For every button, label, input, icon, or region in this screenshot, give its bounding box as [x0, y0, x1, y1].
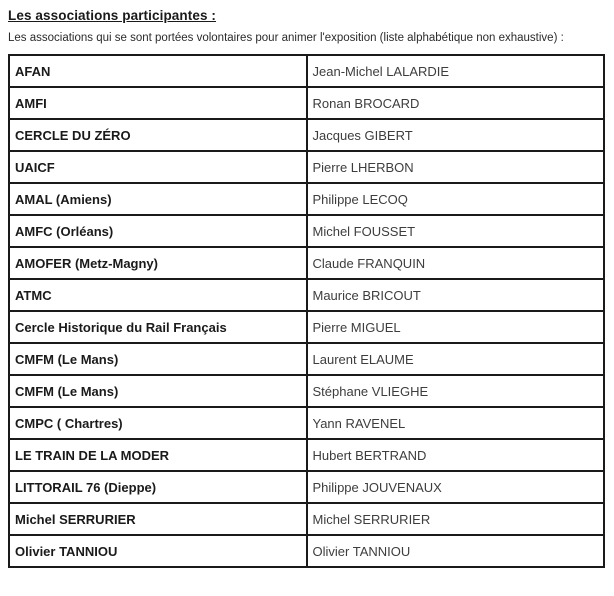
person-name-cell: Philippe LECOQ — [307, 183, 605, 215]
table-row — [9, 183, 604, 215]
association-name-cell: UAICF — [9, 151, 307, 183]
person-name-cell: Yann RAVENEL — [307, 407, 605, 439]
person-name-cell: Michel SERRURIER — [307, 503, 605, 535]
person-name-cell: Ronan BROCARD — [307, 87, 605, 119]
association-name-cell: AMOFER (Metz-Magny) — [9, 247, 307, 279]
association-name-cell: Olivier TANNIOU — [9, 535, 307, 567]
person-name-cell: Pierre LHERBON — [307, 151, 605, 183]
table-row — [9, 311, 604, 343]
table-row — [9, 247, 604, 279]
person-name-cell: Stéphane VLIEGHE — [307, 375, 605, 407]
table-row — [9, 119, 604, 151]
association-name-cell: CERCLE DU ZÉRO — [9, 119, 307, 151]
association-name-cell: AMAL (Amiens) — [9, 183, 307, 215]
person-name-cell: Pierre MIGUEL — [307, 311, 605, 343]
table-row — [9, 471, 604, 503]
table-row — [9, 279, 604, 311]
table-row — [9, 375, 604, 407]
association-name-cell: Cercle Historique du Rail Français — [9, 311, 307, 343]
person-name-cell: Hubert BERTRAND — [307, 439, 605, 471]
table-row — [9, 407, 604, 439]
association-name-cell: AFAN — [9, 55, 307, 87]
table-row — [9, 215, 604, 247]
association-name-cell: AMFC (Orléans) — [9, 215, 307, 247]
person-name-cell: Jacques GIBERT — [307, 119, 605, 151]
association-name-cell: Michel SERRURIER — [9, 503, 307, 535]
table-row — [9, 151, 604, 183]
association-name-cell: CMFM (Le Mans) — [9, 343, 307, 375]
association-name-cell: CMPC ( Chartres) — [9, 407, 307, 439]
person-name-cell: Jean-Michel LALARDIE — [307, 55, 605, 87]
page-title: Les associations participantes : — [8, 8, 217, 23]
person-name-cell: Philippe JOUVENAUX — [307, 471, 605, 503]
associations-table-body — [9, 55, 604, 567]
table-row — [9, 343, 604, 375]
person-name-cell: Maurice BRICOUT — [307, 279, 605, 311]
person-name-cell: Olivier TANNIOU — [307, 535, 605, 567]
association-name-cell: LE TRAIN DE LA MODER — [9, 439, 307, 471]
page-subtitle: Les associations qui se sont portées volontaires pour animer l'exposition (liste alphabétique non exhaustive) : — [8, 32, 564, 44]
association-name-cell: ATMC — [9, 279, 307, 311]
table-row — [9, 503, 604, 535]
association-name-cell: LITTORAIL 76 (Dieppe) — [9, 471, 307, 503]
association-name-cell: CMFM (Le Mans) — [9, 375, 307, 407]
person-name-cell: Michel FOUSSET — [307, 215, 605, 247]
association-name-cell: AMFI — [9, 87, 307, 119]
associations-table — [8, 54, 605, 568]
table-row — [9, 439, 604, 471]
table-row — [9, 55, 604, 87]
table-row — [9, 87, 604, 119]
person-name-cell: Laurent ELAUME — [307, 343, 605, 375]
table-row — [9, 535, 604, 567]
person-name-cell: Claude FRANQUIN — [307, 247, 605, 279]
